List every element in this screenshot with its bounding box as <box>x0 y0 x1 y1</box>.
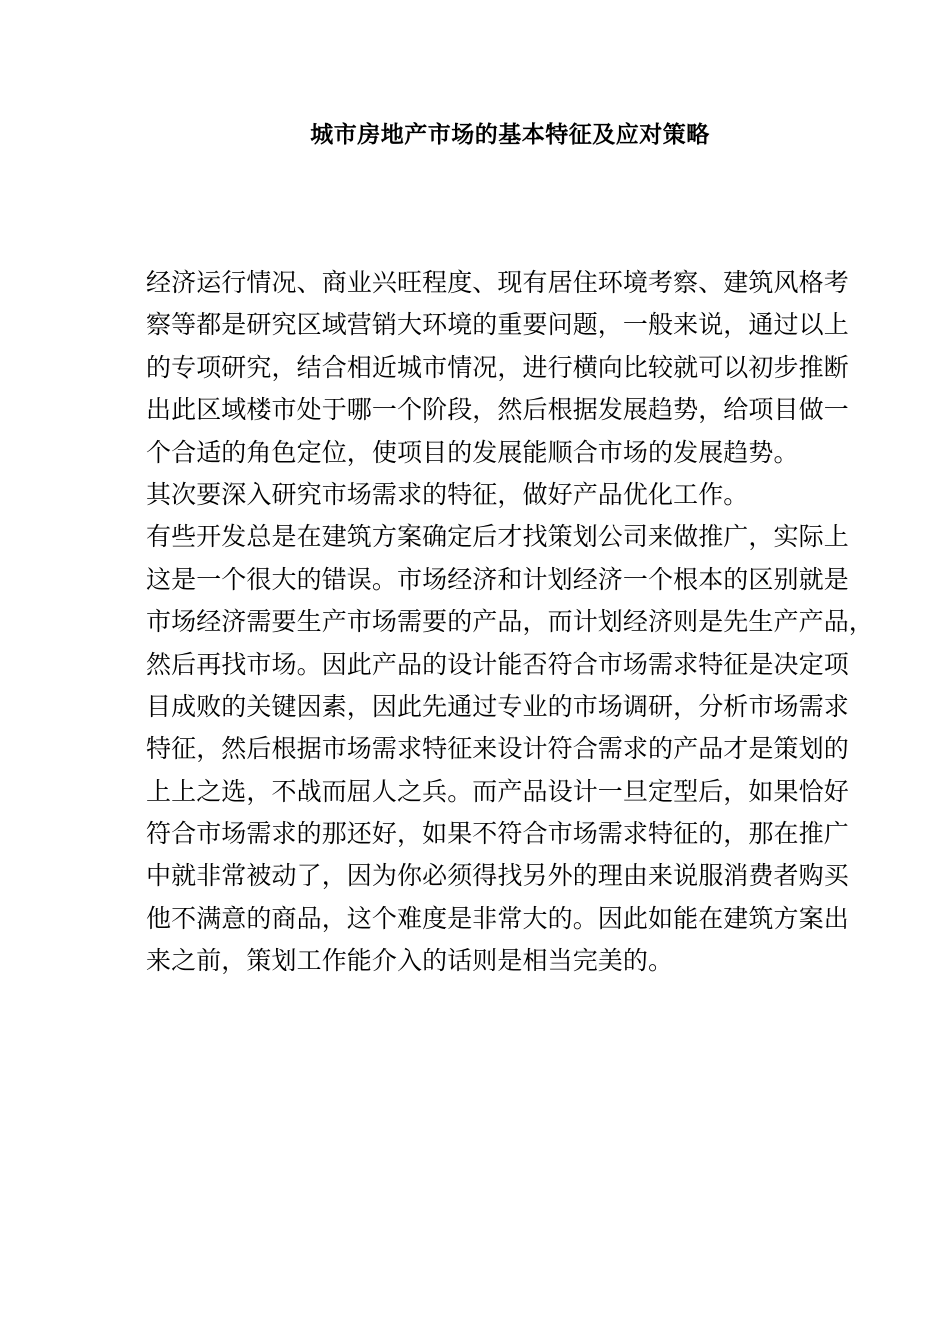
document-body <box>146 262 874 983</box>
body-line: 符合市场需求的那还好，如果不符合市场需求特征的，那在推广 <box>146 819 849 849</box>
body-line: 来之前，策划工作能介入的话则是相当完美的。 <box>146 946 674 976</box>
body-line: 察等都是研究区域营销大环境的重要问题，一般来说，通过以上 <box>146 310 849 340</box>
body-line: 上上之选，不战而屈人之兵。而产品设计一旦定型后，如果恰好 <box>146 776 849 806</box>
body-line: 个合适的角色定位，使项目的发展能顺合市场的发展趋势。 <box>146 437 799 467</box>
body-line: 目成败的关键因素，因此先通过专业的市场调研，分析市场需求 <box>146 691 849 721</box>
body-line: 经济运行情况、商业兴旺程度、现有居住环境考察、建筑风格考 <box>146 268 849 297</box>
body-line: 这是一个很大的错误。市场经济和计划经济一个根本的区别就是 <box>146 564 849 594</box>
body-line: 出此区域楼市处于哪一个阶段，然后根据发展趋势，给项目做一 <box>146 395 849 425</box>
body-line: 市场经济需要生产市场需要的产品，而计划经济则是先生产产品， <box>146 607 874 637</box>
body-line: 中就非常被动了，因为你必须得找另外的理由来说服消费者购买 <box>146 861 849 891</box>
body-line: 然后再找市场。因此产品的设计能否符合市场需求特征是决定项 <box>146 649 849 679</box>
body-line: 其次要深入研究市场需求的特征，做好产品优化工作。 <box>146 479 749 509</box>
body-line: 特征，然后根据市场需求特征来设计符合需求的产品才是策划的 <box>146 734 849 764</box>
body-line: 他不满意的商品，这个难度是非常大的。因此如能在建筑方案出 <box>146 903 849 933</box>
body-line: 有些开发总是在建筑方案确定后才找策划公司来做推广，实际上 <box>146 522 849 552</box>
body-line: 的专项研究，结合相近城市情况，进行横向比较就可以初步推断 <box>146 352 849 382</box>
document-title: 城市房地产市场的基本特征及应对策略 <box>310 121 710 148</box>
